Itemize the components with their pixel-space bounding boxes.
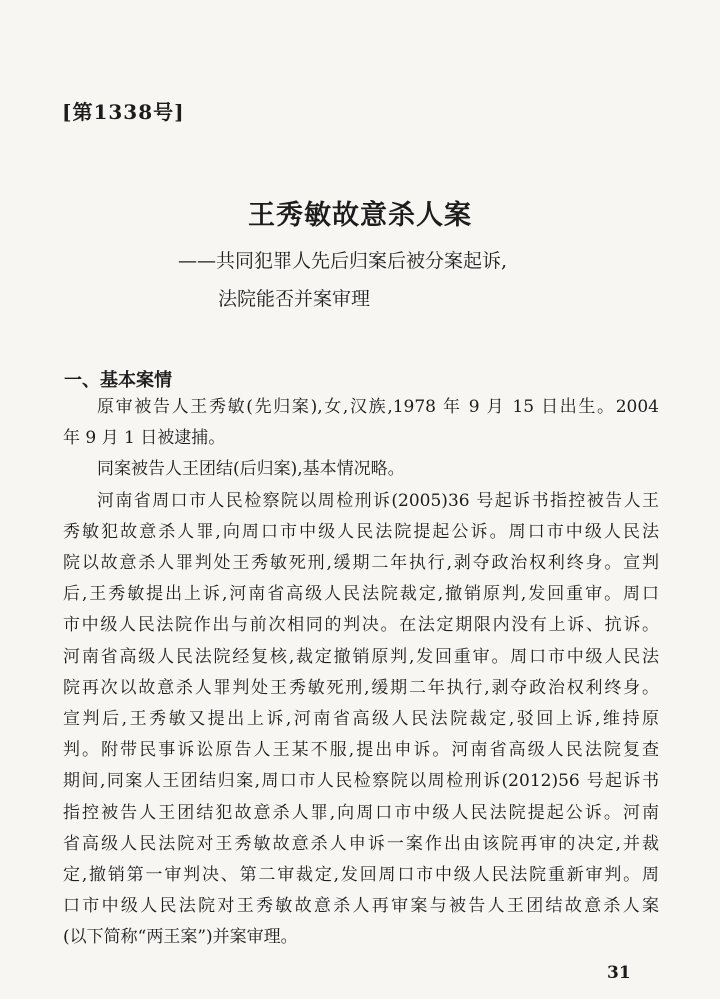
subtitle-line-1: ——共同犯罪人先后归案后被分案起诉, [178,250,508,272]
text-line: 原审被告人王秀敏(先归案),女,汉族,1978 年 9 月 15 日出生。2004 [97,397,659,417]
text-line: 年 9 月 1 日被逮捕。 [63,428,226,449]
subtitle-line-2: 法院能否并案审理 [218,288,371,310]
text-line: 定,撤销第一审判决、第二审裁定,发回周口市中级人民法院重新审判。周 [63,865,659,886]
text-line: 秀敏犯故意杀人罪,向周口市中级人民法院提起公诉。周口市中级人民法 [63,521,659,542]
text-line: 判。附带民事诉讼原告人王某不服,提出申诉。河南省高级人民法院复查 [63,740,659,761]
text-line: (以下简称“两王案”)并案审理。 [63,927,298,948]
text-line: 河南省高级人民法院经复核,裁定撤销原判,发回重审。周口市中级人民法 [63,646,659,667]
text-line: 后,王秀敏提出上诉,河南省高级人民法院裁定,撤销原判,发回重审。周口 [63,584,659,605]
paragraph-1 [63,392,659,454]
text-line: 市中级人民法院作出与前次相同的判决。在法定期限内没有上诉、抗诉。 [63,615,659,636]
text-line: 省高级人民法院对王秀敏故意杀人申诉一案作出由该院再审的决定,并裁 [63,833,659,854]
text-line: 河南省周口市人民检察院以周检刑诉(2005)36 号起诉书指控被告人王 [97,490,659,511]
text-line: 院以故意杀人罪判处王秀敏死刑,缓期二年执行,剥夺政治权利终身。宣判 [63,553,659,574]
text-line: 院再次以故意杀人罪判处王秀敏死刑,缓期二年执行,剥夺政治权利终身。 [63,677,659,698]
text-line: 同案被告人王团结(后归案),基本情况略。 [97,459,405,480]
body-text [63,392,659,954]
paragraph-2 [63,454,659,485]
text-line: 口市中级人民法院对王秀敏故意杀人再审案与被告人王团结故意杀人案 [63,896,659,917]
page-title: 王秀敏故意杀人案 [248,200,472,231]
text-line: 宣判后,王秀敏又提出上诉,河南省高级人民法院裁定,驳回上诉,维持原 [63,709,659,730]
section-heading: 一、基本案情 [64,370,172,391]
paragraph-3 [63,486,659,954]
text-line: 指控被告人王团结犯故意杀人罪,向周口市中级人民法院提起公诉。河南 [63,802,659,823]
page-number: 31 [607,963,631,983]
text-line: 期间,同案人王团结归案,周口市人民检察院以周检刑诉(2012)56 号起诉书 [63,771,659,792]
case-number: [第1338号] [62,100,185,124]
